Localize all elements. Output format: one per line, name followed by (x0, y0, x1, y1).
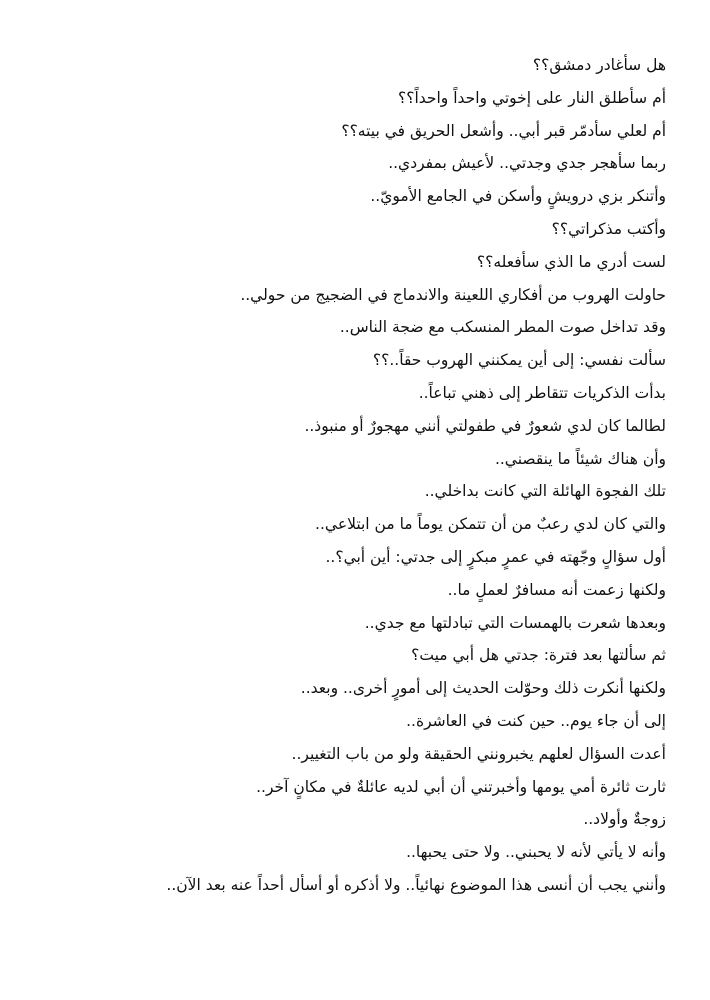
text-line: لطالما كان لدي شعورٌ في طفولتي أنني مهجورٌ أو منبوذ.. (304, 416, 666, 435)
text-line: ثم سألتها بعد فترة: جدتي هل أبي ميت؟ (411, 646, 666, 665)
body-text (26, 49, 666, 902)
text-line: لست أدري ما الذي سأفعله؟؟ (476, 252, 666, 271)
text-line: سألت نفسي: إلى أين يمكنني الهروب حقاً..؟؟ (372, 351, 666, 370)
text-line: بدأت الذكريات تتقاطر إلى ذهني تباعاً.. (418, 383, 666, 402)
text-line: وبعدها شعرت بالهمسات التي تبادلتها مع جدي.. (364, 613, 666, 632)
text-line: وقد تداخل صوت المطر المنسكب مع ضجة الناس.. (339, 318, 666, 337)
text-line: زوجةٌ وأولاد.. (583, 810, 666, 829)
text-line: والتي كان لدي رعبٌ من أن تتمكن يوماً ما من ابتلاعي.. (315, 515, 666, 534)
text-line: ربما سأهجر جدي وجدتي.. لأعيش بمفردي.. (388, 154, 666, 173)
text-line: ولكنها زعمت أنه مسافرٌ لعملٍ ما.. (447, 580, 666, 599)
text-line: أعدت السؤال لعلهم يخبرونني الحقيقة ولو من باب التغيير.. (291, 744, 666, 763)
text-line: وأتنكر بزي درويشٍ وأسكن في الجامع الأمويّ.. (370, 187, 666, 206)
text-line: أول سؤالٍ وجّهته في عمرٍ مبكرٍ إلى جدتي: أين أبي؟.. (325, 547, 666, 566)
text-line: ولكنها أنكرت ذلك وحوّلت الحديث إلى أمورٍ أخرى.. وبعد.. (300, 679, 666, 698)
text-line: أم لعلي سأدمّر قبر أبي.. وأشعل الحريق في بيته؟؟ (341, 121, 666, 140)
text-line: وأن هناك شيئاً ما ينقصني.. (494, 449, 666, 468)
text-line: هل سأغادر دمشق؟؟ (532, 56, 666, 74)
text-line: تلك الفجوة الهائلة التي كانت بداخلي.. (424, 482, 666, 501)
text-line: وأكتب مذكراتي؟؟ (551, 219, 666, 238)
text-line: أم سأطلق النار على إخوتي واحداً واحداً؟؟ (398, 88, 666, 107)
text-line: ثارت ثائرة أمي يومها وأخبرتني أن أبي لديه عائلةٌ في مكانٍ آخر.. (256, 777, 666, 796)
text-line: حاولت الهروب من أفكاري اللعينة والاندماج في الضجيج من حولي.. (240, 285, 666, 304)
text-line: وأنني يجب أن أنسى هذا الموضوع نهائياً.. ولا أذكره أو أسأل أحداً عنه بعد الآن.. (166, 875, 666, 894)
text-line: وأنه لا يأتي لأنه لا يحبني.. ولا حتى يحبها.. (406, 843, 666, 862)
text-line: إلى أن جاء يوم.. حين كنت في العاشرة.. (406, 711, 666, 730)
